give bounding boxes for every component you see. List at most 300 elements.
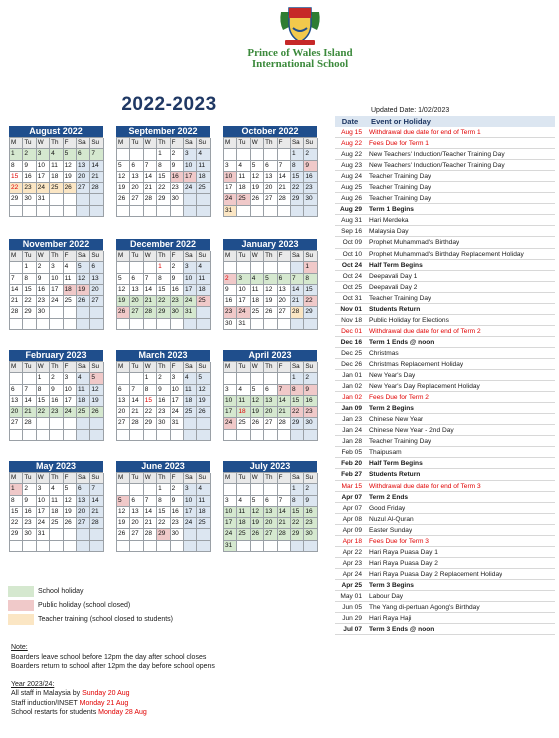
day-cell: 17 <box>37 172 50 183</box>
day-cell: 25 <box>50 518 63 529</box>
day-cell: 30 <box>171 529 184 540</box>
day-cell: 1 <box>10 484 23 495</box>
day-cell: 16 <box>23 507 36 518</box>
day-cell: 9 <box>224 285 237 296</box>
day-cell: 25 <box>251 307 264 318</box>
day-cell: 6 <box>10 385 23 396</box>
day-cell: 4 <box>184 373 197 384</box>
event-name: Prophet Muhammad's Birthday <box>369 239 460 247</box>
day-cell: 6 <box>117 385 130 396</box>
empty-cell <box>130 149 143 160</box>
day-cell: 10 <box>37 496 50 507</box>
day-cell: 26 <box>117 307 130 318</box>
event-name: Withdrawal due date for end of Term 1 <box>369 129 481 136</box>
day-cell: 11 <box>50 496 63 507</box>
day-cell: 20 <box>10 407 23 418</box>
day-cell: 22 <box>10 183 23 194</box>
day-cell: 13 <box>264 396 277 407</box>
day-cell: 8 <box>291 385 304 396</box>
empty-cell <box>77 319 90 330</box>
day-cell: 19 <box>64 507 77 518</box>
weekday-label: M <box>117 473 130 484</box>
day-cell: 7 <box>144 496 157 507</box>
month-title: June 2023 <box>116 461 210 472</box>
empty-cell <box>291 206 304 217</box>
event-name: Christmas <box>369 349 399 357</box>
month-calendar <box>223 126 317 217</box>
event-date: Apr 08 <box>342 515 362 523</box>
event-row <box>335 249 555 260</box>
empty-cell <box>197 418 210 429</box>
event-name: Term 2 Begins <box>369 405 414 413</box>
day-cell: 26 <box>117 529 130 540</box>
event-name: Term 3 Begins <box>369 581 414 589</box>
events-table-body <box>335 127 555 635</box>
events-table-header <box>335 116 555 127</box>
weekday-label: M <box>224 473 237 484</box>
day-cell: 17 <box>37 507 50 518</box>
day-cell: 18 <box>237 183 250 194</box>
month-calendar <box>223 239 317 330</box>
weekday-label: Su <box>197 473 210 484</box>
day-cell: 9 <box>37 274 50 285</box>
empty-cell <box>291 319 304 330</box>
day-cell: 4 <box>64 262 77 273</box>
event-name: Students Return <box>369 471 421 479</box>
empty-cell <box>50 206 63 217</box>
empty-cell <box>144 484 157 495</box>
legend-label: Public holiday (school closed) <box>38 601 131 609</box>
event-date: Aug 31 <box>341 217 362 225</box>
month-title: December 2022 <box>116 239 210 250</box>
day-cell: 26 <box>90 407 103 418</box>
weekday-label: Tu <box>130 362 143 373</box>
empty-cell <box>50 194 63 205</box>
column-header-event: Event or Holiday <box>371 117 431 126</box>
event-name: Chinese New Year <box>369 416 424 424</box>
weekday-label: W <box>144 138 157 149</box>
day-cell: 19 <box>117 296 130 307</box>
weekday-label: F <box>64 138 77 149</box>
day-cell: 17 <box>224 407 237 418</box>
empty-cell <box>264 541 277 552</box>
day-cell: 6 <box>130 274 143 285</box>
day-cell: 20 <box>278 296 291 307</box>
weekday-label: F <box>64 251 77 262</box>
next-year-item <box>11 699 331 709</box>
event-date: Nov 01 <box>340 305 362 313</box>
day-cell: 11 <box>237 172 250 183</box>
empty-cell <box>197 194 210 205</box>
event-name: Teacher Training Day <box>369 173 432 181</box>
day-cell: 19 <box>264 296 277 307</box>
event-date: Jan 02 <box>342 383 362 391</box>
weekday-label: Th <box>157 473 170 484</box>
empty-cell <box>171 430 184 441</box>
month-days-grid <box>116 137 210 217</box>
month-days-grid <box>223 361 317 441</box>
event-date: Jan 28 <box>342 438 362 446</box>
day-cell: 21 <box>90 172 103 183</box>
day-cell: 5 <box>251 385 264 396</box>
day-cell: 9 <box>171 161 184 172</box>
month-calendar <box>116 126 210 217</box>
day-cell: 14 <box>278 507 291 518</box>
item-text: School restarts for students <box>11 709 99 716</box>
day-cell: 1 <box>157 262 170 273</box>
empty-cell <box>237 541 250 552</box>
event-row <box>335 558 555 569</box>
empty-cell <box>291 262 304 273</box>
event-name: Teacher Training Day <box>369 438 432 446</box>
day-cell: 15 <box>291 507 304 518</box>
day-cell: 28 <box>10 307 23 318</box>
event-date: Jul 07 <box>343 626 362 634</box>
empty-cell <box>224 484 237 495</box>
event-date: Apr 18 <box>342 537 362 545</box>
weekday-label: W <box>144 362 157 373</box>
empty-cell <box>278 373 291 384</box>
empty-cell <box>130 430 143 441</box>
event-name: Malaysia Day <box>369 228 409 236</box>
day-cell: 29 <box>157 194 170 205</box>
empty-cell <box>64 319 77 330</box>
weekday-label: Th <box>50 251 63 262</box>
day-cell: 29 <box>10 529 23 540</box>
weekday-label: Th <box>264 473 277 484</box>
day-cell: 13 <box>264 172 277 183</box>
day-cell: 30 <box>23 529 36 540</box>
day-cell: 3 <box>37 149 50 160</box>
day-cell: 13 <box>130 507 143 518</box>
empty-cell <box>251 262 264 273</box>
event-row <box>335 282 555 293</box>
day-cell: 19 <box>90 396 103 407</box>
day-cell: 4 <box>197 149 210 160</box>
weekday-label: M <box>117 362 130 373</box>
day-cell: 29 <box>291 529 304 540</box>
empty-cell <box>157 430 170 441</box>
day-cell: 20 <box>264 518 277 529</box>
next-year-heading: Year 2023/24: <box>11 680 55 688</box>
day-cell: 7 <box>23 385 36 396</box>
day-cell: 7 <box>144 274 157 285</box>
day-cell: 27 <box>278 307 291 318</box>
empty-cell <box>278 206 291 217</box>
day-cell: 26 <box>264 307 277 318</box>
day-cell: 10 <box>171 385 184 396</box>
legend-swatch-teacher-training <box>8 614 34 625</box>
day-cell: 11 <box>237 507 250 518</box>
month-days-grid <box>116 472 210 552</box>
day-cell: 20 <box>77 172 90 183</box>
day-cell: 8 <box>10 496 23 507</box>
empty-cell <box>117 484 130 495</box>
event-name: The Yang di-pertuan Agong's Birthday <box>369 604 480 612</box>
day-cell: 14 <box>144 507 157 518</box>
event-name: Teacher Training Day <box>369 195 432 203</box>
month-days-grid <box>223 250 317 330</box>
empty-cell <box>157 541 170 552</box>
empty-cell <box>77 206 90 217</box>
empty-cell <box>251 484 264 495</box>
event-row <box>335 602 555 613</box>
event-date: Oct 24 <box>341 261 362 269</box>
empty-cell <box>278 541 291 552</box>
day-cell: 4 <box>197 484 210 495</box>
month-title: May 2023 <box>9 461 103 472</box>
day-cell: 20 <box>90 285 103 296</box>
month-calendar <box>223 461 317 552</box>
day-cell: 3 <box>37 484 50 495</box>
weekday-label: W <box>144 251 157 262</box>
day-cell: 14 <box>278 172 291 183</box>
day-cell: 24 <box>224 418 237 429</box>
empty-cell <box>144 206 157 217</box>
day-cell: 21 <box>23 407 36 418</box>
event-date: Jun 05 <box>342 604 362 612</box>
day-cell: 27 <box>264 529 277 540</box>
event-date: Jan 24 <box>342 427 362 435</box>
empty-cell <box>184 418 197 429</box>
day-cell: 24 <box>184 183 197 194</box>
day-cell: 28 <box>144 307 157 318</box>
day-cell: 12 <box>264 285 277 296</box>
event-name: Hari Raya Puasa Day 1 <box>369 548 438 556</box>
event-date: Jan 02 <box>342 394 362 402</box>
weekday-label: Tu <box>130 138 143 149</box>
day-cell: 28 <box>278 418 291 429</box>
day-cell: 18 <box>251 296 264 307</box>
day-cell: 17 <box>50 285 63 296</box>
day-cell: 13 <box>117 396 130 407</box>
empty-cell <box>251 206 264 217</box>
day-cell: 3 <box>224 161 237 172</box>
day-cell: 3 <box>171 373 184 384</box>
day-cell: 4 <box>251 274 264 285</box>
day-cell: 2 <box>304 484 317 495</box>
day-cell: 31 <box>37 529 50 540</box>
weekday-label: F <box>64 362 77 373</box>
day-cell: 27 <box>130 307 143 318</box>
day-cell: 13 <box>264 507 277 518</box>
day-cell: 25 <box>64 296 77 307</box>
event-row <box>335 503 555 514</box>
event-date: Dec 16 <box>340 338 362 346</box>
day-cell: 11 <box>64 274 77 285</box>
month-title: November 2022 <box>9 239 103 250</box>
event-row <box>335 492 555 503</box>
event-date: Jun 29 <box>342 615 362 623</box>
day-cell: 23 <box>23 183 36 194</box>
weekday-label: Su <box>304 362 317 373</box>
day-cell: 22 <box>23 296 36 307</box>
day-cell: 25 <box>77 407 90 418</box>
day-cell: 30 <box>171 194 184 205</box>
event-name: Christmas Replacement Holiday <box>369 360 464 368</box>
next-year-item <box>11 689 331 699</box>
day-cell: 6 <box>77 484 90 495</box>
event-row <box>335 182 555 193</box>
day-cell: 8 <box>10 161 23 172</box>
day-cell: 7 <box>278 496 291 507</box>
month-calendar <box>116 350 210 441</box>
day-cell: 19 <box>117 518 130 529</box>
event-date: Apr 09 <box>342 526 362 534</box>
day-cell: 13 <box>77 161 90 172</box>
weekday-label: M <box>224 138 237 149</box>
day-cell: 25 <box>237 418 250 429</box>
day-cell: 12 <box>117 172 130 183</box>
day-cell: 28 <box>90 518 103 529</box>
day-cell: 9 <box>171 496 184 507</box>
month-title: October 2022 <box>223 126 317 137</box>
day-cell: 5 <box>197 373 210 384</box>
day-cell: 11 <box>251 285 264 296</box>
event-date: Dec 26 <box>341 360 362 368</box>
day-cell: 4 <box>50 484 63 495</box>
empty-cell <box>237 149 250 160</box>
weekday-label: W <box>37 251 50 262</box>
event-row <box>335 514 555 525</box>
day-cell: 15 <box>291 396 304 407</box>
event-name: Hari Merdeka <box>369 217 409 225</box>
day-cell: 9 <box>304 496 317 507</box>
event-date: Dec 25 <box>341 349 362 357</box>
month-days-grid <box>223 137 317 217</box>
day-cell: 30 <box>37 307 50 318</box>
event-row <box>335 138 555 149</box>
day-cell: 5 <box>64 149 77 160</box>
day-cell: 29 <box>304 307 317 318</box>
weekday-label: Sa <box>291 138 304 149</box>
empty-cell <box>64 430 77 441</box>
day-cell: 3 <box>64 373 77 384</box>
day-cell: 23 <box>50 407 63 418</box>
weekday-label: Th <box>50 138 63 149</box>
event-row <box>335 149 555 160</box>
empty-cell <box>304 319 317 330</box>
empty-cell <box>184 529 197 540</box>
day-cell: 8 <box>144 385 157 396</box>
day-cell: 22 <box>291 407 304 418</box>
empty-cell <box>90 541 103 552</box>
day-cell: 11 <box>77 385 90 396</box>
day-cell: 4 <box>197 262 210 273</box>
empty-cell <box>144 319 157 330</box>
empty-cell <box>77 194 90 205</box>
weekday-label: Su <box>90 138 103 149</box>
event-name: Term 1 Begins <box>369 206 414 214</box>
empty-cell <box>90 319 103 330</box>
day-cell: 21 <box>130 407 143 418</box>
empty-cell <box>264 373 277 384</box>
month-title: February 2023 <box>9 350 103 361</box>
weekday-label: W <box>37 138 50 149</box>
day-cell: 2 <box>304 373 317 384</box>
day-cell: 22 <box>157 183 170 194</box>
event-date: Sep 16 <box>341 228 362 236</box>
weekday-label: M <box>117 138 130 149</box>
column-header-date: Date <box>341 117 359 126</box>
empty-cell <box>50 319 63 330</box>
event-name: Hari Raya Haji <box>369 615 412 623</box>
empty-cell <box>77 529 90 540</box>
empty-cell <box>23 206 36 217</box>
day-cell: 16 <box>304 396 317 407</box>
weekday-label: Su <box>304 138 317 149</box>
day-cell: 27 <box>10 418 23 429</box>
event-row <box>335 304 555 315</box>
day-cell: 4 <box>237 496 250 507</box>
weekday-label: Su <box>304 473 317 484</box>
day-cell: 30 <box>304 418 317 429</box>
day-cell: 15 <box>37 396 50 407</box>
event-date: Apr 22 <box>342 548 362 556</box>
empty-cell <box>251 541 264 552</box>
weekday-label: W <box>251 138 264 149</box>
event-date: Oct 10 <box>342 250 362 258</box>
event-date: Aug 24 <box>341 173 362 181</box>
empty-cell <box>130 206 143 217</box>
event-row <box>335 359 555 370</box>
event-row <box>335 237 555 248</box>
day-cell: 23 <box>224 307 237 318</box>
weekday-label: Th <box>264 138 277 149</box>
weekday-label: Su <box>90 362 103 373</box>
day-cell: 26 <box>64 518 77 529</box>
day-cell: 2 <box>224 274 237 285</box>
day-cell: 21 <box>278 183 291 194</box>
event-name: Term 3 Ends @ noon <box>369 626 435 634</box>
item-text: Staff induction/INSET <box>11 699 80 707</box>
day-cell: 23 <box>171 296 184 307</box>
empty-cell <box>157 206 170 217</box>
event-row <box>335 591 555 602</box>
month-calendar <box>9 461 103 552</box>
empty-cell <box>64 541 77 552</box>
event-row <box>335 293 555 304</box>
empty-cell <box>144 149 157 160</box>
weekday-label: Th <box>264 251 277 262</box>
day-cell: 21 <box>144 518 157 529</box>
empty-cell <box>304 430 317 441</box>
day-cell: 30 <box>23 194 36 205</box>
event-row <box>335 193 555 204</box>
legend-item <box>8 585 173 597</box>
event-date: Apr 23 <box>342 559 362 567</box>
day-cell: 15 <box>157 172 170 183</box>
weekday-label: Tu <box>23 251 36 262</box>
day-cell: 7 <box>130 385 143 396</box>
day-cell: 23 <box>23 518 36 529</box>
event-name: Chinese New Year - 2nd Day <box>369 427 454 435</box>
empty-cell <box>10 373 23 384</box>
weekday-label: W <box>37 473 50 484</box>
school-name-line-2: International School <box>251 58 349 70</box>
day-cell: 18 <box>197 507 210 518</box>
day-cell: 22 <box>10 518 23 529</box>
day-cell: 12 <box>251 172 264 183</box>
empty-cell <box>130 373 143 384</box>
weekday-label: M <box>224 251 237 262</box>
day-cell: 3 <box>184 484 197 495</box>
day-cell: 12 <box>251 396 264 407</box>
empty-cell <box>197 307 210 318</box>
legend-swatch-school-holiday <box>8 586 34 597</box>
empty-cell <box>278 149 291 160</box>
weekday-label: M <box>10 473 23 484</box>
